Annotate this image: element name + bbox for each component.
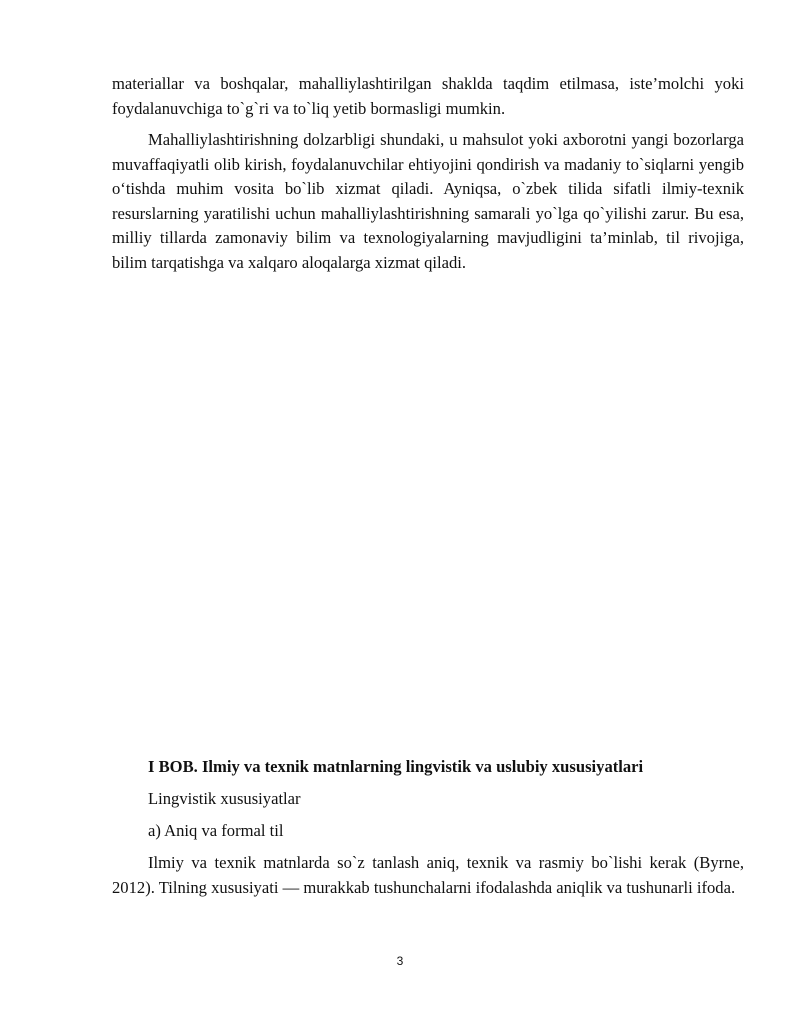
section-heading: Lingvistik xususiyatlar: [148, 789, 301, 808]
body-paragraph-text: Mahalliylashtirishning dolzarbligi shundaki, u mahsulot yoki axborotni yangi bozorlarga muvaffaqiyatli olib kirish, foydalanuvchilar ehtiyojini qondirish va madaniy to`siqlarni yengib o‘tishda muhim vosita bo`lib xizmat qiladi. Ayniqsa, o`zbek tilida sifatli ilmiy-texnik resurslarning yaratilishi uchun mahalliylashtirishning samarali yo`lga qo`yilishi zarur. Bu esa, milliy tillarda zamonaviy bilim va texnologiyalarning mavjudligini ta’minlab, til rivojiga, bilim tarqatishga va xalqaro aloqalarga xizmat qiladi.: [112, 130, 744, 272]
body-paragraph-2: [112, 851, 744, 900]
continuation-paragraph-text: materiallar va boshqalar, mahalliylashtirilgan shaklda taqdim etilmasa, iste’molchi yoki foydalanuvchiga to`g`ri va to`liq yetib bormasligi mumkin.: [112, 74, 744, 118]
body-paragraph-2-text: Ilmiy va texnik matnlarda so`z tanlash aniq, texnik va rasmiy bo`lishi kerak (Byrne, 2012). Tilning xususiyati — murakkab tushunchalarni ifodalashda aniqlik va tushunarli ifoda.: [112, 853, 744, 897]
chapter-heading: I BOB. Ilmiy va texnik matnlarning lingvistik va uslubiy xususiyatlari: [148, 757, 644, 776]
page-number: 3: [396, 954, 404, 968]
continuation-paragraph: [112, 72, 744, 121]
list-item-a: a) Aniq va formal til: [148, 821, 284, 840]
body-paragraph: [112, 128, 744, 275]
